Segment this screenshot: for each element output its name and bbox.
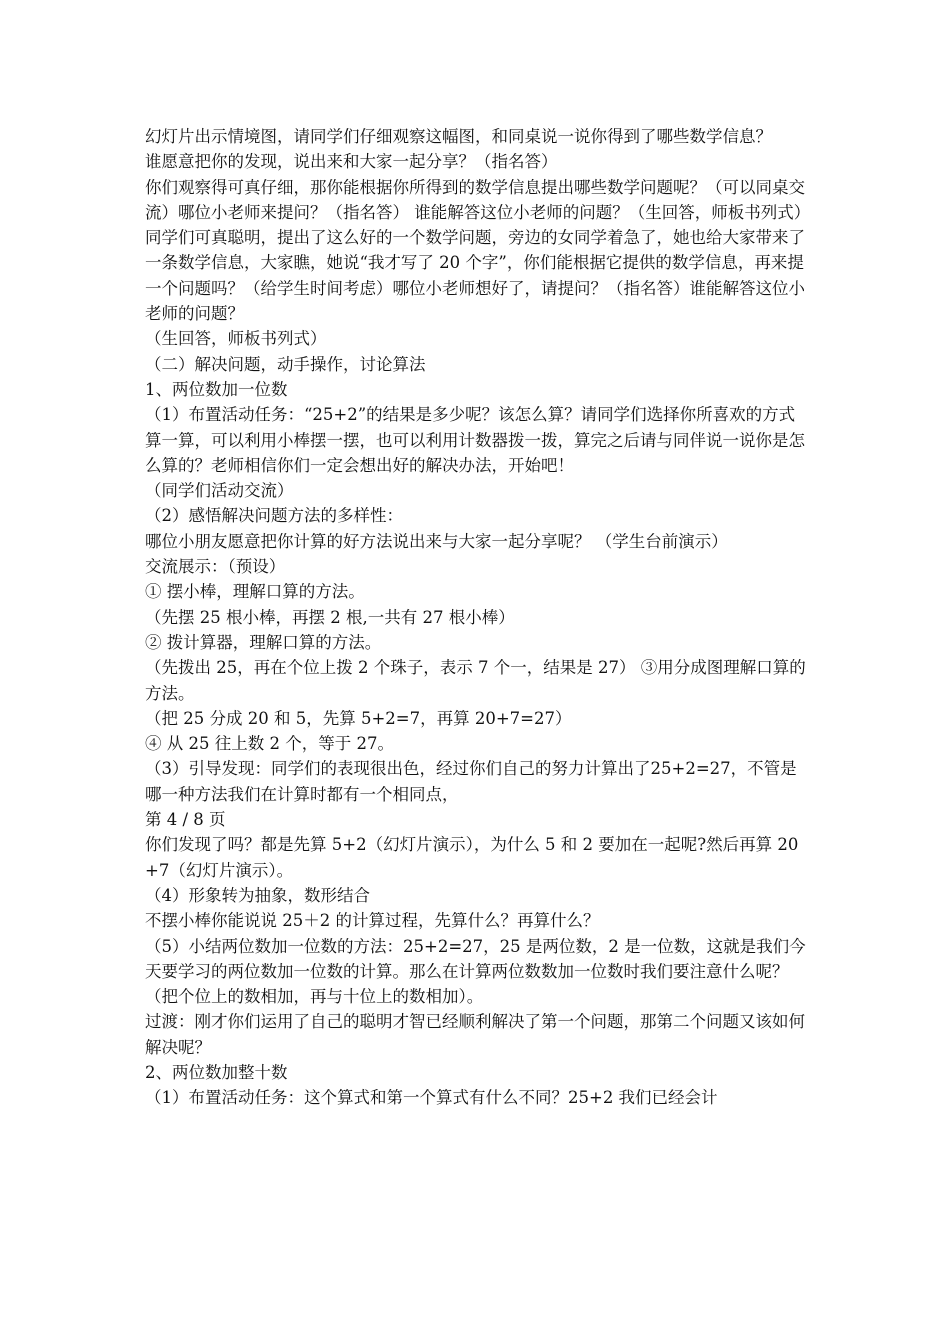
paragraph: （1）布置活动任务：“25+2”的结果是多少呢？该怎么算？请同学们选择你所喜欢的方式算一算，可以利用小棒摆一摆，也可以利用计数器拨一拨，算完之后请与同伴说一说你是怎么算的？老师相信你们一定会想出好的解决办法，开始吧！ [145, 405, 805, 475]
paragraph: 交流展示：（预设） [145, 557, 286, 577]
paragraph: （先摆 25 根小棒，再摆 2 根,一共有 27 根小棒） [145, 607, 515, 627]
list-item: ② 拨计算器，理解口算的方法。 [145, 632, 382, 652]
paragraph: （4）形象转为抽象，数形结合 [145, 885, 370, 905]
subsection-heading: 1、两位数加一位数 [145, 379, 288, 399]
section-heading: （二）解决问题，动手操作，讨论算法 [145, 354, 426, 374]
paragraph: （同学们活动交流） [145, 481, 294, 501]
paragraph: 你们发现了吗？都是先算 5+2（幻灯片演示），为什么 5 和 2 要加在一起呢?然后再算 20+7（幻灯片演示）。 [145, 835, 799, 880]
paragraph: 幻灯片出示情境图，请同学们仔细观察这幅图，和同桌说一说你得到了哪些数学信息？ [145, 127, 772, 146]
paragraph: （把个位上的数相加，再与十位上的数相加）。 [145, 987, 484, 1007]
paragraph: （3）引导发现：同学们的表现很出色，经过你们自己的努力计算出了25+2=27，不管是哪一种方法我们在计算时都有一个相同点， [145, 759, 797, 804]
paragraph: （1）布置活动任务：这个算式和第一个算式有什么不同？25+2 我们已经会计 [145, 1088, 718, 1108]
page-number: 第 4 / 8 页 [145, 810, 226, 830]
paragraph: （先拨出 25，再在个位上拨 2 个珠子，表示 7 个一，结果是 27） ③用分成图理解口算的方法。 [145, 658, 806, 703]
list-item: ④ 从 25 往上数 2 个，等于 27。 [145, 734, 394, 754]
document-body [145, 124, 810, 1111]
list-item: ① 摆小棒，理解口算的方法。 [145, 582, 365, 602]
paragraph: （生回答，师板书列式） [145, 329, 327, 349]
paragraph: 不摆小棒你能说说 25＋2 的计算过程，先算什么？再算什么？ [145, 911, 600, 931]
paragraph: 你们观察得可真仔细，那你能根据你所得到的数学信息提出哪些数学问题呢？（可以同桌交流）哪位小老师来提问？（指名答） 谁能解答这位小老师的问题？（生回答，师板书列式） [145, 177, 811, 222]
paragraph: （把 25 分成 20 和 5，先算 5+2=7，再算 20+7=27） [145, 708, 572, 728]
paragraph: 同学们可真聪明，提出了这么好的一个数学问题，旁边的女同学着急了，她也给大家带来了一条数学信息，大家瞧，她说“我才写了 20 个字”，你们能根据它提供的数学信息，再来提一个问题吗？（给学生时间考虑）哪位小老师想好了，请提问？（指名答）谁能解答这位小老师的问题？ [145, 228, 805, 324]
paragraph: （2）感悟解决问题方法的多样性： [145, 506, 403, 526]
paragraph: 过渡：刚才你们运用了自己的聪明才智已经顺利解决了第一个问题，那第二个问题又该如何解决呢？ [145, 1012, 805, 1057]
paragraph: 谁愿意把你的发现，说出来和大家一起分享？（指名答） [145, 152, 558, 172]
paragraph: 哪位小朋友愿意把你计算的好方法说出来与大家一起分享呢？ （学生台前演示） [145, 531, 728, 551]
subsection-heading: 2、两位数加整十数 [145, 1062, 288, 1082]
paragraph: （5）小结两位数加一位数的方法：25+2=27，25 是两位数，2 是一位数，这就是我们今天要学习的两位数加一位数的计算。那么在计算两位数数加一位数时我们要注意什么呢？ [145, 936, 806, 981]
